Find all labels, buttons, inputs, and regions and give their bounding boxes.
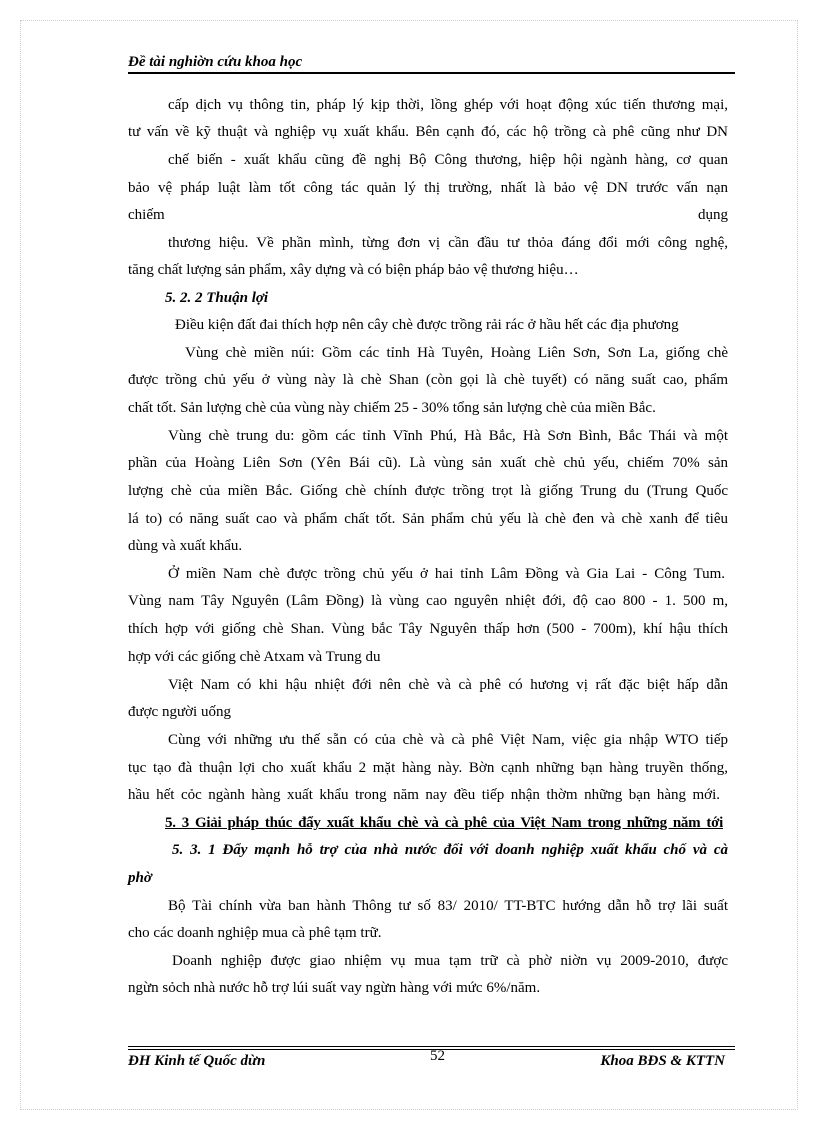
- paragraph-line: Vùng nam Tây Nguyên (Lâm Đồng) là vùng cao nguyên nhiệt đới, độ cao 800 - 1. 500 m,: [128, 593, 728, 609]
- paragraph-line: tục tạo đà thuận lợi cho xuất khẩu 2 mặt hàng này. Bờn cạnh những bạn hàng truyền thống,: [128, 760, 728, 776]
- section-heading-5-2-2: 5. 2. 2 Thuận lợi: [165, 290, 269, 306]
- paragraph-line: được trồng chủ yếu ở vùng này là chè Shan (còn gọi là chè tuyết) có năng suất cao, phẩm: [128, 372, 728, 388]
- paragraph-line: chiếm dụng: [128, 207, 728, 223]
- paragraph-line: hợp với các giống chè Atxam và Trung du: [128, 649, 381, 665]
- paragraph-line: lá to) có năng suất cao và phẩm chất tốt. Sản phẩm chủ yếu là chè đen và chè xanh để tiêu: [128, 511, 728, 527]
- section-heading-5-3-1-cont: phờ: [128, 870, 152, 886]
- paragraph-line: lượng chè của miền Bắc. Giống chè chính được trồng trọt là giống Trung du (Trung Quốc: [128, 483, 728, 499]
- paragraph-line: ngừn sỏch nhà nước hỗ trợ lúi suất vay ngừn hàng với mức 6%/năm.: [128, 980, 541, 996]
- paragraph-line: thương hiệu. Về phần mình, từng đơn vị cần đầu tư thỏa đáng đổi mới công nghệ,: [168, 235, 728, 251]
- paragraph-line: tư vấn về kỹ thuật và nghiệp vụ xuất khẩu. Bên cạnh đó, các hộ trồng cà phê cũng như DN: [128, 124, 728, 140]
- page-number: 52: [430, 1048, 445, 1064]
- paragraph-line: Cùng với những ưu thế sẵn có của chè và cà phê Việt Nam, việc gia nhập WTO tiếp: [168, 732, 728, 748]
- paragraph-line: Vùng chè miền núi: Gồm các tỉnh Hà Tuyên, Hoàng Liên Sơn, Sơn La, giống chè: [185, 345, 728, 361]
- paragraph-line: cấp dịch vụ thông tin, pháp lý kịp thời, lồng ghép với hoạt động xúc tiến thương mại,: [168, 97, 728, 113]
- page-header-title: Đề tài nghiờn cứu khoa học: [128, 54, 303, 70]
- section-heading-5-3: 5. 3 Giải pháp thúc đẩy xuất khẩu chè và cà phê của Việt Nam trong những năm tới: [165, 815, 723, 831]
- paragraph-line: Ở miền Nam chè được trồng chủ yếu ở hai tỉnh Lâm Đồng và Gia Lai - Công Tum.: [168, 566, 725, 582]
- paragraph-line: cho các doanh nghiệp mua cà phê tạm trữ.: [128, 925, 382, 941]
- paragraph-line: hầu hết cỏc ngành hàng xuất khẩu trong năm nay đều tiếp nhận thờm những bạn hàng mới.: [128, 787, 720, 803]
- paragraph-line: Vùng chè trung du: gồm các tỉnh Vĩnh Phú, Hà Bắc, Hà Sơn Bình, Bắc Thái và một: [168, 428, 728, 444]
- paragraph-line: Việt Nam có khi hậu nhiệt đới nên chè và cà phê có hương vị rất đặc biệt hấp dẫn: [168, 677, 728, 693]
- paragraph-line: chế biến - xuất khẩu cũng đề nghị Bộ Công thương, hiệp hội ngành hàng, cơ quan: [168, 152, 728, 168]
- paragraph-line: tăng chất lượng sản phẩm, xây dựng và có biện pháp bảo vệ thương hiệu…: [128, 262, 579, 278]
- paragraph-line: phần của Hoàng Liên Sơn (Yên Bái cũ). Là vùng sản xuất chè chủ yếu, chiếm 70% sản: [128, 455, 728, 471]
- paragraph-line: Điều kiện đất đai thích hợp nên cây chè được trồng rải rác ở hầu hết các địa phương: [175, 317, 679, 333]
- section-heading-5-3-1: 5. 3. 1 Đẩy mạnh hỗ trợ của nhà nước đối với doanh nghiệp xuất khẩu chố và cà: [172, 842, 728, 858]
- paragraph-line: bảo vệ pháp luật làm tốt công tác quản lý thị trường, nhất là bảo vệ DN trước vấn nạn: [128, 180, 728, 196]
- paragraph-line: thích hợp với giống chè Shan. Vùng bắc Tây Nguyên thấp hơn (500 - 700m), khí hậu thích: [128, 621, 728, 637]
- paragraph-line: Bộ Tài chính vừa ban hành Thông tư số 83/ 2010/ TT-BTC hướng dẫn hỗ trợ lãi suất: [168, 898, 728, 914]
- paragraph-line: dùng và xuất khẩu.: [128, 538, 243, 554]
- paragraph-line: được người uống: [128, 704, 231, 720]
- footer-left: ĐH Kinh tế Quốc dừn: [128, 1053, 266, 1069]
- footer-right: Khoa BĐS & KTTN: [600, 1053, 725, 1069]
- header-rule: [128, 72, 735, 74]
- paragraph-line: chất tốt. Sản lượng chè của vùng này chiếm 25 - 30% tổng sản lượng chè của miền Bắc.: [128, 400, 656, 416]
- paragraph-line: Doanh nghiệp được giao nhiệm vụ mua tạm trữ cà phờ niờn vụ 2009-2010, được: [172, 953, 728, 969]
